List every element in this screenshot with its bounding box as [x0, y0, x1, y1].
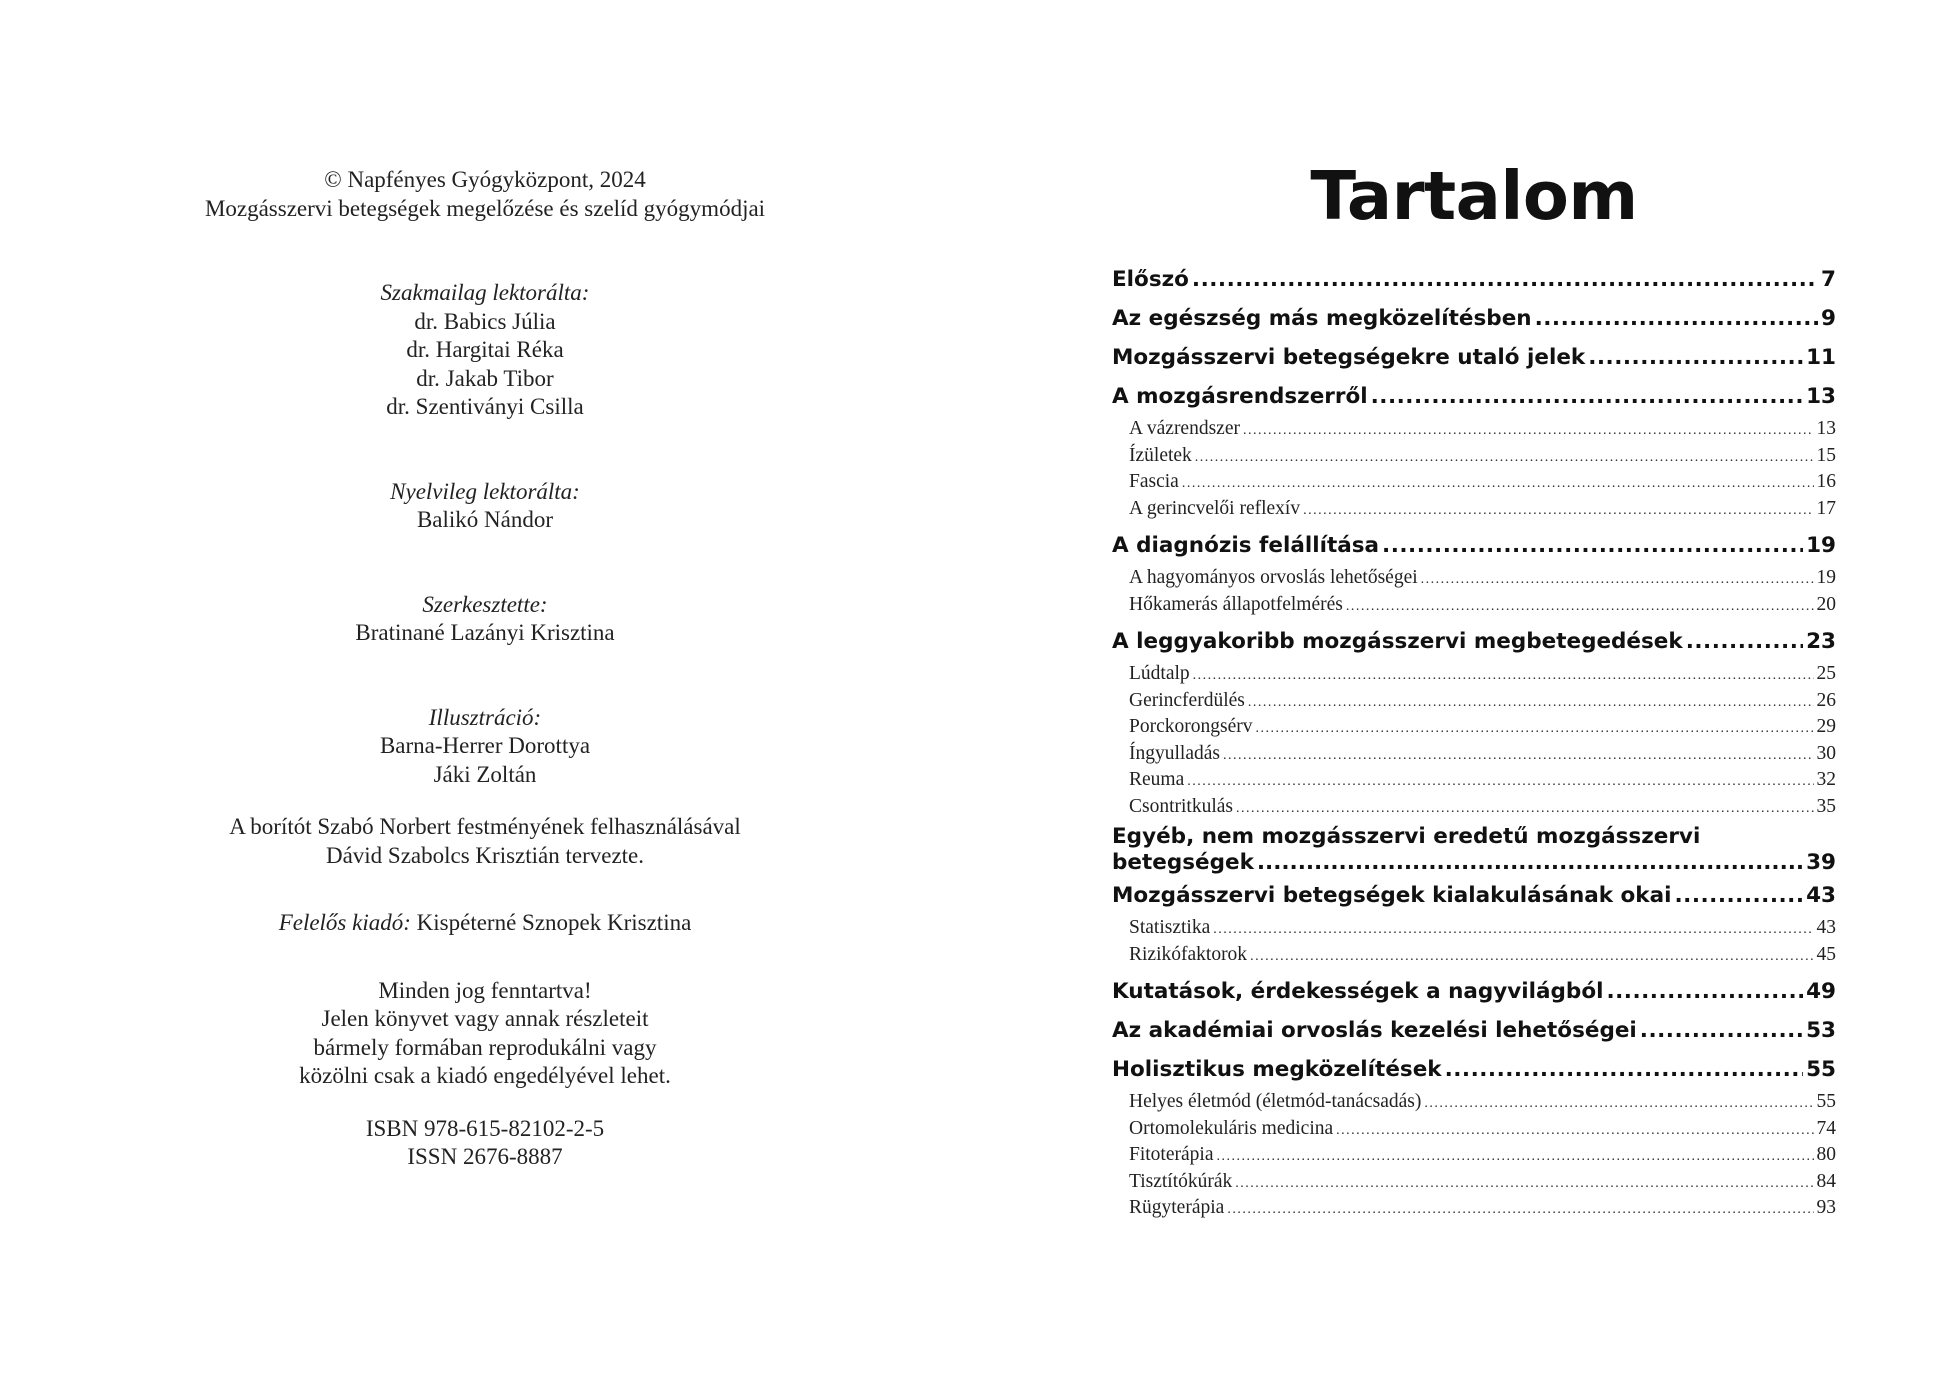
dot-leader [1182, 471, 1814, 498]
dot-leader [1336, 1118, 1813, 1145]
imprint-header [160, 166, 810, 223]
dot-leader [1686, 622, 1803, 661]
toc-section-title: A gerincvelői reflexív [1129, 497, 1301, 519]
toc-chapter-title: Kutatások, érdekességek a nagyvilágból [1112, 979, 1604, 1004]
toc-chapter-page-number: 55 [1806, 1057, 1836, 1082]
rights-line: bármely formában reprodukálni vagy [313, 1034, 657, 1060]
toc-section[interactable] [1112, 915, 1836, 942]
illustration-label: Illusztráció: [428, 704, 542, 730]
publisher-block [160, 909, 810, 938]
toc-section-title: Hőkamerás állapotfelmérés [1129, 593, 1343, 615]
cover-credit-line: Dávid Szabolcs Krisztián tervezte. [325, 842, 645, 868]
toc-section-title: Helyes életmód (életmód-tanácsadás) [1129, 1091, 1422, 1112]
toc-chapter-title: Mozgásszervi betegségekre utaló jelek [1112, 345, 1586, 370]
dot-leader [1371, 377, 1803, 416]
toc-section[interactable] [1112, 1169, 1836, 1196]
toc-chapter-page-number: 7 [1821, 267, 1836, 292]
toc-chapter[interactable] [1112, 1011, 1836, 1050]
dot-leader [1187, 769, 1813, 796]
toc-section-page-number: 25 [1816, 663, 1836, 684]
toc-section-title: Íngyulladás [1129, 742, 1220, 764]
toc-section[interactable] [1112, 714, 1836, 741]
illustrator-name: Barna-Herrer Dorottya [379, 733, 591, 758]
identifiers [160, 1115, 810, 1172]
toc-section[interactable] [1112, 688, 1836, 715]
toc-chapter-title: Az egészség más megközelítésben [1112, 306, 1532, 331]
editor-name: Bratinané Lazányi Krisztina [355, 620, 615, 645]
toc-chapter-page-number: 13 [1806, 384, 1836, 409]
toc-chapter-title: A leggyakoribb mozgásszervi megbetegedések [1112, 629, 1683, 654]
toc-section[interactable] [1112, 1089, 1836, 1116]
toc-section-page-number: 29 [1816, 716, 1836, 737]
dot-leader [1216, 1144, 1813, 1171]
rights-line: Jelen könyvet vagy annak részleteit [321, 1006, 649, 1031]
toc-chapter-page-number: 53 [1806, 1018, 1836, 1043]
dot-leader [1250, 944, 1813, 971]
reviewer-name: dr. Babics Júlia [414, 308, 556, 334]
toc-section[interactable] [1112, 1142, 1836, 1169]
toc-section-title: Reuma [1129, 769, 1185, 790]
toc-section-page-number: 45 [1816, 943, 1836, 965]
toc-chapter-title: Holisztikus megközelítések [1112, 1057, 1442, 1082]
toc-chapter[interactable] [1112, 338, 1836, 377]
toc-chapter[interactable] [1112, 526, 1836, 565]
dot-leader [1192, 260, 1818, 299]
toc-section-title: Lúdtalp [1129, 663, 1190, 684]
language-reviewer-label: Nyelvileg lektorálta: [390, 478, 580, 504]
toc-section-title: Statisztika [1129, 917, 1211, 938]
dot-leader [1588, 338, 1803, 377]
dot-leader [1213, 917, 1813, 944]
dot-leader [1640, 1011, 1803, 1050]
toc-chapter-page-number: 19 [1806, 533, 1836, 558]
dot-leader [1674, 876, 1803, 915]
toc-section-page-number: 93 [1816, 1197, 1836, 1218]
dot-leader [1236, 796, 1813, 823]
toc-section-page-number: 35 [1816, 795, 1836, 817]
toc-section-title: Fitoterápia [1129, 1144, 1214, 1165]
toc-section-page-number: 20 [1816, 593, 1836, 615]
toc-chapter-end-title: betegségek [1112, 850, 1254, 875]
dot-leader [1606, 972, 1803, 1011]
toc-chapter[interactable] [1112, 260, 1836, 299]
rights-notice [160, 977, 810, 1091]
toc-section-page-number: 16 [1816, 471, 1836, 492]
dot-leader [1424, 1091, 1813, 1118]
toc-section-page-number: 55 [1816, 1091, 1836, 1112]
toc-section[interactable] [1112, 443, 1836, 470]
toc-section-title: A vázrendszer [1129, 418, 1240, 439]
toc-section[interactable] [1112, 661, 1836, 688]
dot-leader [1227, 1197, 1813, 1224]
dot-leader [1421, 567, 1814, 594]
imprint-page [160, 166, 810, 1172]
contents-title: Tartalom [1310, 157, 1638, 235]
toc-chapter-title: Az akadémiai orvoslás kezelési lehetőségei [1112, 1018, 1637, 1043]
toc-section-page-number: 32 [1816, 769, 1836, 790]
toc-section-page-number: 74 [1816, 1117, 1836, 1139]
professional-reviewers-label: Szakmailag lektorálta: [380, 280, 590, 305]
rights-line: közölni csak a kiadó engedélyével lehet. [299, 1063, 671, 1088]
toc-section-page-number: 43 [1816, 917, 1836, 938]
toc-section[interactable] [1112, 794, 1836, 821]
book-title: Mozgásszervi betegségek megelőzése és szelíd gyógymódjai [204, 195, 766, 221]
toc-section-title: Fascia [1129, 471, 1179, 492]
toc-chapter-end [1112, 850, 1836, 876]
dot-leader [1243, 418, 1814, 445]
cover-credit [160, 813, 810, 870]
toc-chapter-title: A mozgásrendszerről [1112, 384, 1368, 409]
toc-section-title: Ízületek [1129, 444, 1192, 466]
toc-chapter-title: A diagnózis felállítása [1112, 533, 1380, 558]
toc-chapter[interactable] [1112, 299, 1836, 338]
toc-section[interactable] [1112, 1195, 1836, 1222]
copyright-line: © Napfényes Gyógyközpont, 2024 [324, 167, 646, 192]
toc-chapter-end-page-number: 39 [1806, 850, 1836, 875]
toc-section-title: Rügyterápia [1129, 1197, 1225, 1218]
toc-section[interactable] [1112, 565, 1836, 592]
dot-leader [1346, 594, 1814, 621]
toc-chapter-title: Mozgásszervi betegségek kialakulásának okai [1112, 883, 1672, 908]
toc-section-page-number: 26 [1816, 689, 1836, 711]
toc-section-page-number: 15 [1816, 444, 1836, 466]
toc-section-title: Tisztítókúrák [1129, 1170, 1233, 1192]
toc-section[interactable] [1112, 741, 1836, 768]
toc-section[interactable] [1112, 942, 1836, 969]
language-reviewer-name: Balikó Nándor [416, 507, 554, 532]
toc-section-page-number: 30 [1816, 742, 1836, 764]
dot-leader [1255, 716, 1813, 743]
toc-chapter-page-number: 9 [1821, 306, 1836, 331]
toc-section-page-number: 19 [1816, 567, 1836, 588]
reviewer-name: dr. Szentiványi Csilla [386, 394, 584, 419]
dot-leader [1248, 690, 1814, 717]
dot-leader [1382, 526, 1803, 565]
reviewer-name: dr. Hargitai Réka [406, 337, 564, 362]
toc-section-title: Porckorongsérv [1129, 716, 1253, 737]
toc-chapter[interactable] [1112, 876, 1836, 915]
professional-reviewers [160, 279, 810, 422]
contents-page [1112, 150, 1836, 1222]
toc-chapter-page-number: 49 [1806, 979, 1836, 1004]
toc-section-title: Rizikófaktorok [1129, 943, 1248, 965]
dot-leader [1235, 1171, 1813, 1198]
toc-section[interactable] [1112, 496, 1836, 523]
toc-chapter[interactable] [1112, 377, 1836, 416]
toc-section-title: Ortomolekuláris medicina [1129, 1117, 1334, 1139]
dot-leader [1257, 850, 1803, 876]
toc-section[interactable] [1112, 469, 1836, 496]
toc-section-title: A hagyományos orvoslás lehetőségei [1129, 567, 1418, 588]
toc-section[interactable] [1112, 592, 1836, 619]
toc-section[interactable] [1112, 1116, 1836, 1143]
table-of-contents [1112, 260, 1836, 1222]
toc-chapter-title: Előszó [1112, 267, 1189, 292]
dot-leader [1535, 299, 1818, 338]
toc-section-title: Csontritkulás [1129, 795, 1234, 817]
issn: ISSN 2676-8887 [407, 1144, 563, 1169]
editor-block [160, 591, 810, 648]
toc-section-title: Gerincferdülés [1129, 689, 1245, 711]
toc-chapter-page-number: 11 [1806, 345, 1836, 370]
toc-section[interactable] [1112, 767, 1836, 794]
toc-chapter[interactable] [1112, 1050, 1836, 1089]
toc-chapter[interactable] [1112, 972, 1836, 1011]
toc-section-page-number: 17 [1816, 497, 1836, 519]
toc-chapter[interactable] [1112, 824, 1836, 876]
dot-leader [1193, 663, 1814, 690]
dot-leader [1195, 445, 1814, 472]
toc-section-page-number: 13 [1816, 418, 1836, 439]
toc-section[interactable] [1112, 416, 1836, 443]
toc-chapter-title-line: Egyéb, nem mozgásszervi eredetű mozgásszervi [1112, 824, 1701, 849]
toc-section-page-number: 80 [1816, 1144, 1836, 1165]
illustration-block [160, 704, 810, 790]
dot-leader [1445, 1050, 1803, 1089]
dot-leader [1303, 498, 1813, 525]
reviewer-name: dr. Jakab Tibor [416, 365, 554, 391]
cover-credit-line: A borítót Szabó Norbert festményének felhasználásával [229, 814, 741, 839]
language-reviewer [160, 478, 810, 535]
publisher-name: Kispéterné Sznopek Krisztina [416, 910, 692, 935]
toc-chapter[interactable] [1112, 622, 1836, 661]
editor-label: Szerkesztette: [422, 591, 548, 617]
toc-section-page-number: 84 [1816, 1170, 1836, 1192]
toc-chapter-page-number: 43 [1806, 883, 1836, 908]
illustrator-name: Jáki Zoltán [433, 761, 537, 787]
rights-line: Minden jog fenntartva! [378, 977, 592, 1003]
isbn: ISBN 978-615-82102-2-5 [365, 1115, 605, 1141]
dot-leader [1223, 743, 1814, 770]
toc-chapter-page-number: 23 [1806, 629, 1836, 654]
publisher-label: Felelős kiadó: [278, 910, 411, 935]
